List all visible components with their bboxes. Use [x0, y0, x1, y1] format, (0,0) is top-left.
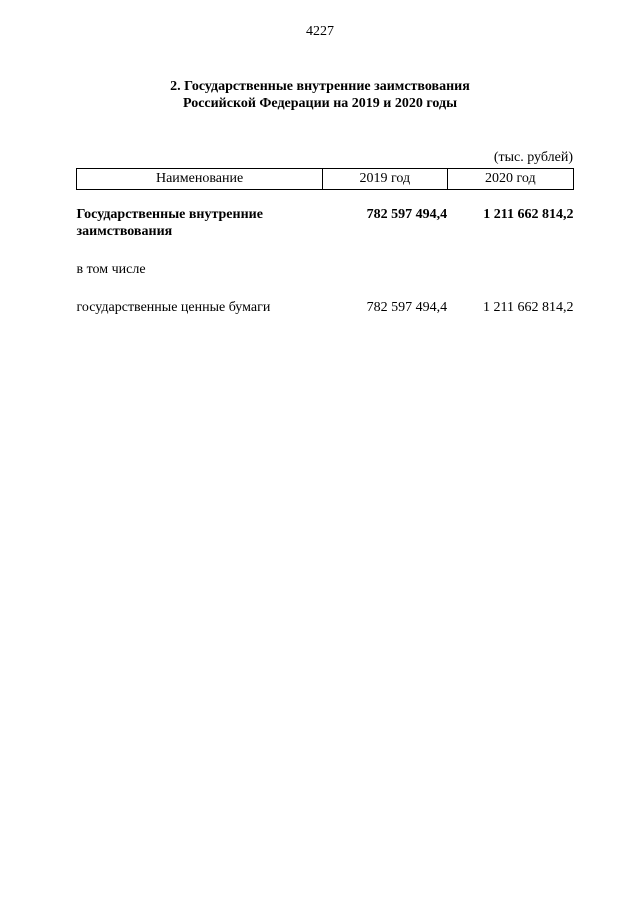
- row-total-name: [77, 206, 323, 262]
- header-2019: 2019 год: [323, 169, 447, 190]
- row-total-name-line2: заимствования: [76, 224, 173, 239]
- units-label: (тыс. рублей): [493, 150, 573, 165]
- row-securities-value-2020: 1 211 662 814,2: [483, 300, 574, 315]
- section-title: [0, 78, 640, 112]
- table-header-row: [77, 169, 574, 190]
- table-row-total: [77, 206, 574, 262]
- row-subhead-name: в том числе: [76, 262, 146, 277]
- spacer-row: [77, 190, 574, 207]
- row-securities-value-2019: 782 597 494,4: [366, 300, 448, 315]
- row-securities-name: государственные ценные бумаги: [76, 300, 271, 315]
- table-row-subhead: [77, 262, 574, 300]
- table-row-securities: [77, 300, 574, 320]
- section-title-line1: 2. Государственные внутренние заимствования: [170, 79, 470, 94]
- page-number: 4227: [306, 24, 334, 39]
- row-total-value-2019: 782 597 494,4: [366, 207, 448, 222]
- header-2020: 2020 год: [447, 169, 573, 190]
- section-title-line2: Российской Федерации на 2019 и 2020 годы: [182, 96, 457, 111]
- borrowings-table: [76, 168, 574, 320]
- row-total-value-2020: 1 211 662 814,2: [483, 207, 574, 222]
- header-name: Наименование: [77, 169, 323, 190]
- row-total-name-line1: Государственные внутренние: [76, 207, 263, 222]
